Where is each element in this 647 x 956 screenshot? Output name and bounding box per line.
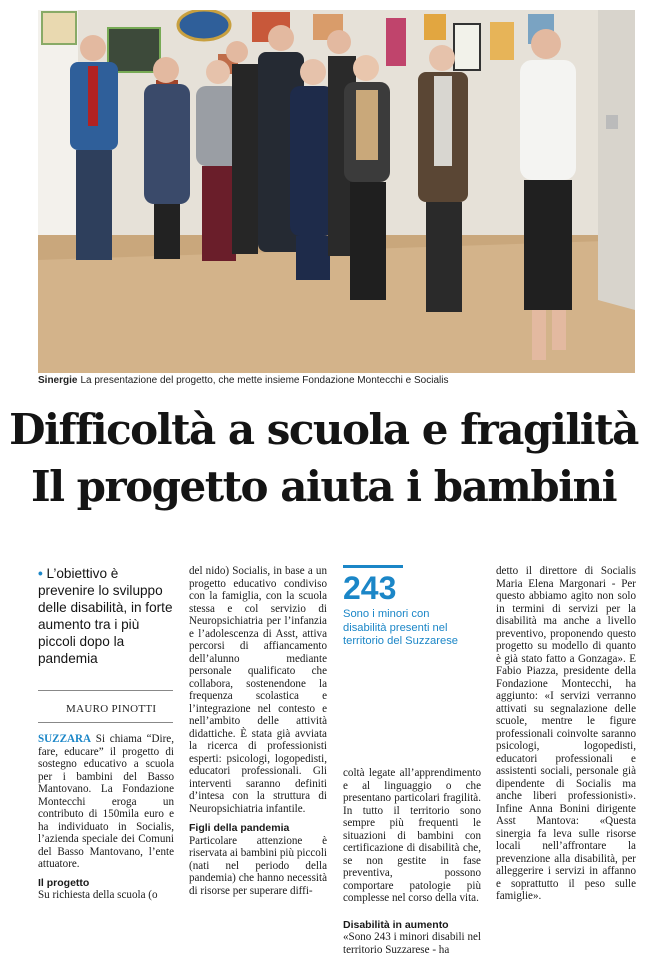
column-3-paragraph-1: coltà legate all’apprendimento e al linguaggio o che presentano particolari fragilità. In tutto il territorio sono sempre più frequenti le situazioni di bambini con certificazione di disabilità che, se non gestite in fase preventiva, possono comportare patologie più complesse nel corso della vita.: [343, 767, 481, 904]
divider: [38, 722, 173, 723]
column-1-paragraph-2: Su richiesta della scuola (o: [38, 889, 158, 901]
column-2-subheading: Figli della pandemia: [189, 822, 290, 834]
dateline-keyword: SUZZARA: [38, 733, 92, 745]
caption-label: Sinergie: [38, 375, 78, 386]
column-2-paragraph-1: del nido) Socialis, in base a un progetto educativo condiviso con la famiglia, con la scuola stessa e col servizio di Neuropsichiatria per l’infanzia e l’adolescenza di Asst, attiva percorsi di affiancamento dell’alunno mediante personale qualificato che collabora, sostenendone la frequenza scolastica e l’integrazione nel contesto e nell’ambito delle attività didattiche. È stata già avviata la ricerca di professionisti esperti: psicologi, logopedisti, educatori professionali. Gli interventi saranno definiti d’intesa con la struttura di Neuropsichiatria infantile.: [189, 565, 327, 815]
article-column-4: [496, 565, 636, 903]
stat-accent-bar: [343, 565, 403, 568]
stat-description: Sono i minori con disabilità presenti nel territorio del Suzzarese: [343, 608, 459, 647]
article-column-2: [189, 565, 327, 815]
divider: [38, 690, 173, 691]
headline-line-2: Il progetto aiuta i bambini: [30, 462, 617, 511]
column-1-subheading: Il progetto: [38, 876, 90, 889]
photo-caption: [38, 375, 638, 386]
bullet-icon: •: [38, 566, 43, 581]
column-2-paragraph-2: Particolare attenzione è riservata ai bambini più piccoli (nati nel periodo della pandemia) che hanno necessità di risorse per superare diffi-: [189, 834, 328, 897]
column-1-paragraph-1: Si chiama “Dire, fare, educare” il progetto di sostegno educativo a scuola per i bambini del Basso Mantovano. La Fondazione Montecchi eroga un contributo di 150mila euro e ha individuato in Socialis, l’azienda speciale dei Comuni del Basso Mantovano, l’ente attuatore.: [38, 733, 174, 870]
article-column-2-continued: [189, 822, 327, 897]
group-photo-icon: [38, 10, 635, 373]
lead-text: L’obiettivo è prevenire lo sviluppo delle disabilità, in forte aumento tra i più piccoli dopo la pandemia: [38, 566, 173, 666]
caption-text: La presentazione del progetto, che mette insieme Fondazione Montecchi e Socialis: [80, 375, 449, 386]
column-3-paragraph-2: «Sono 243 i minori disabili nel territorio Suzzarese - ha: [343, 931, 481, 956]
column-4-paragraph-1: detto il direttore di Socialis Maria Elena Margonari - Per questo abbiamo agito non solo in termini di servizi per la disabilità ma anche a livello preventivo, proponendo questo progetto su modello di quanto è già stato fatto a Gonzaga». E Fabio Piazza, presidente della Fondazione Montecchi, ha aggiunto: «I servizi verranno attivati su segnalazione delle scuole, mentre le figure professionali coinvolte saranno psicologi, logopedisti, educatori professionali e assistenti sociali, personale già dipendente di Socialis ma anche liberi professionisti». Infine Anna Bonini dirigente Asst Mantova: «Questa sinergia fa leva sulle risorse locali nell’affrontare la prevenzione alla disabilità, per alleggerire i servizi in affanno e soprattutto il peso sulle famiglie».: [496, 565, 636, 902]
article-column-1: [38, 733, 174, 902]
column-3-subheading: Disabilità in aumento: [343, 918, 449, 931]
article-column-3: [343, 767, 481, 956]
headline-line-1: Difficoltà a scuola e fragilità: [9, 405, 638, 454]
group-photo: [38, 10, 635, 373]
author-byline: MAURO PINOTTI: [66, 703, 157, 715]
lead-summary: [38, 565, 173, 667]
stat-number: 243: [343, 570, 397, 606]
